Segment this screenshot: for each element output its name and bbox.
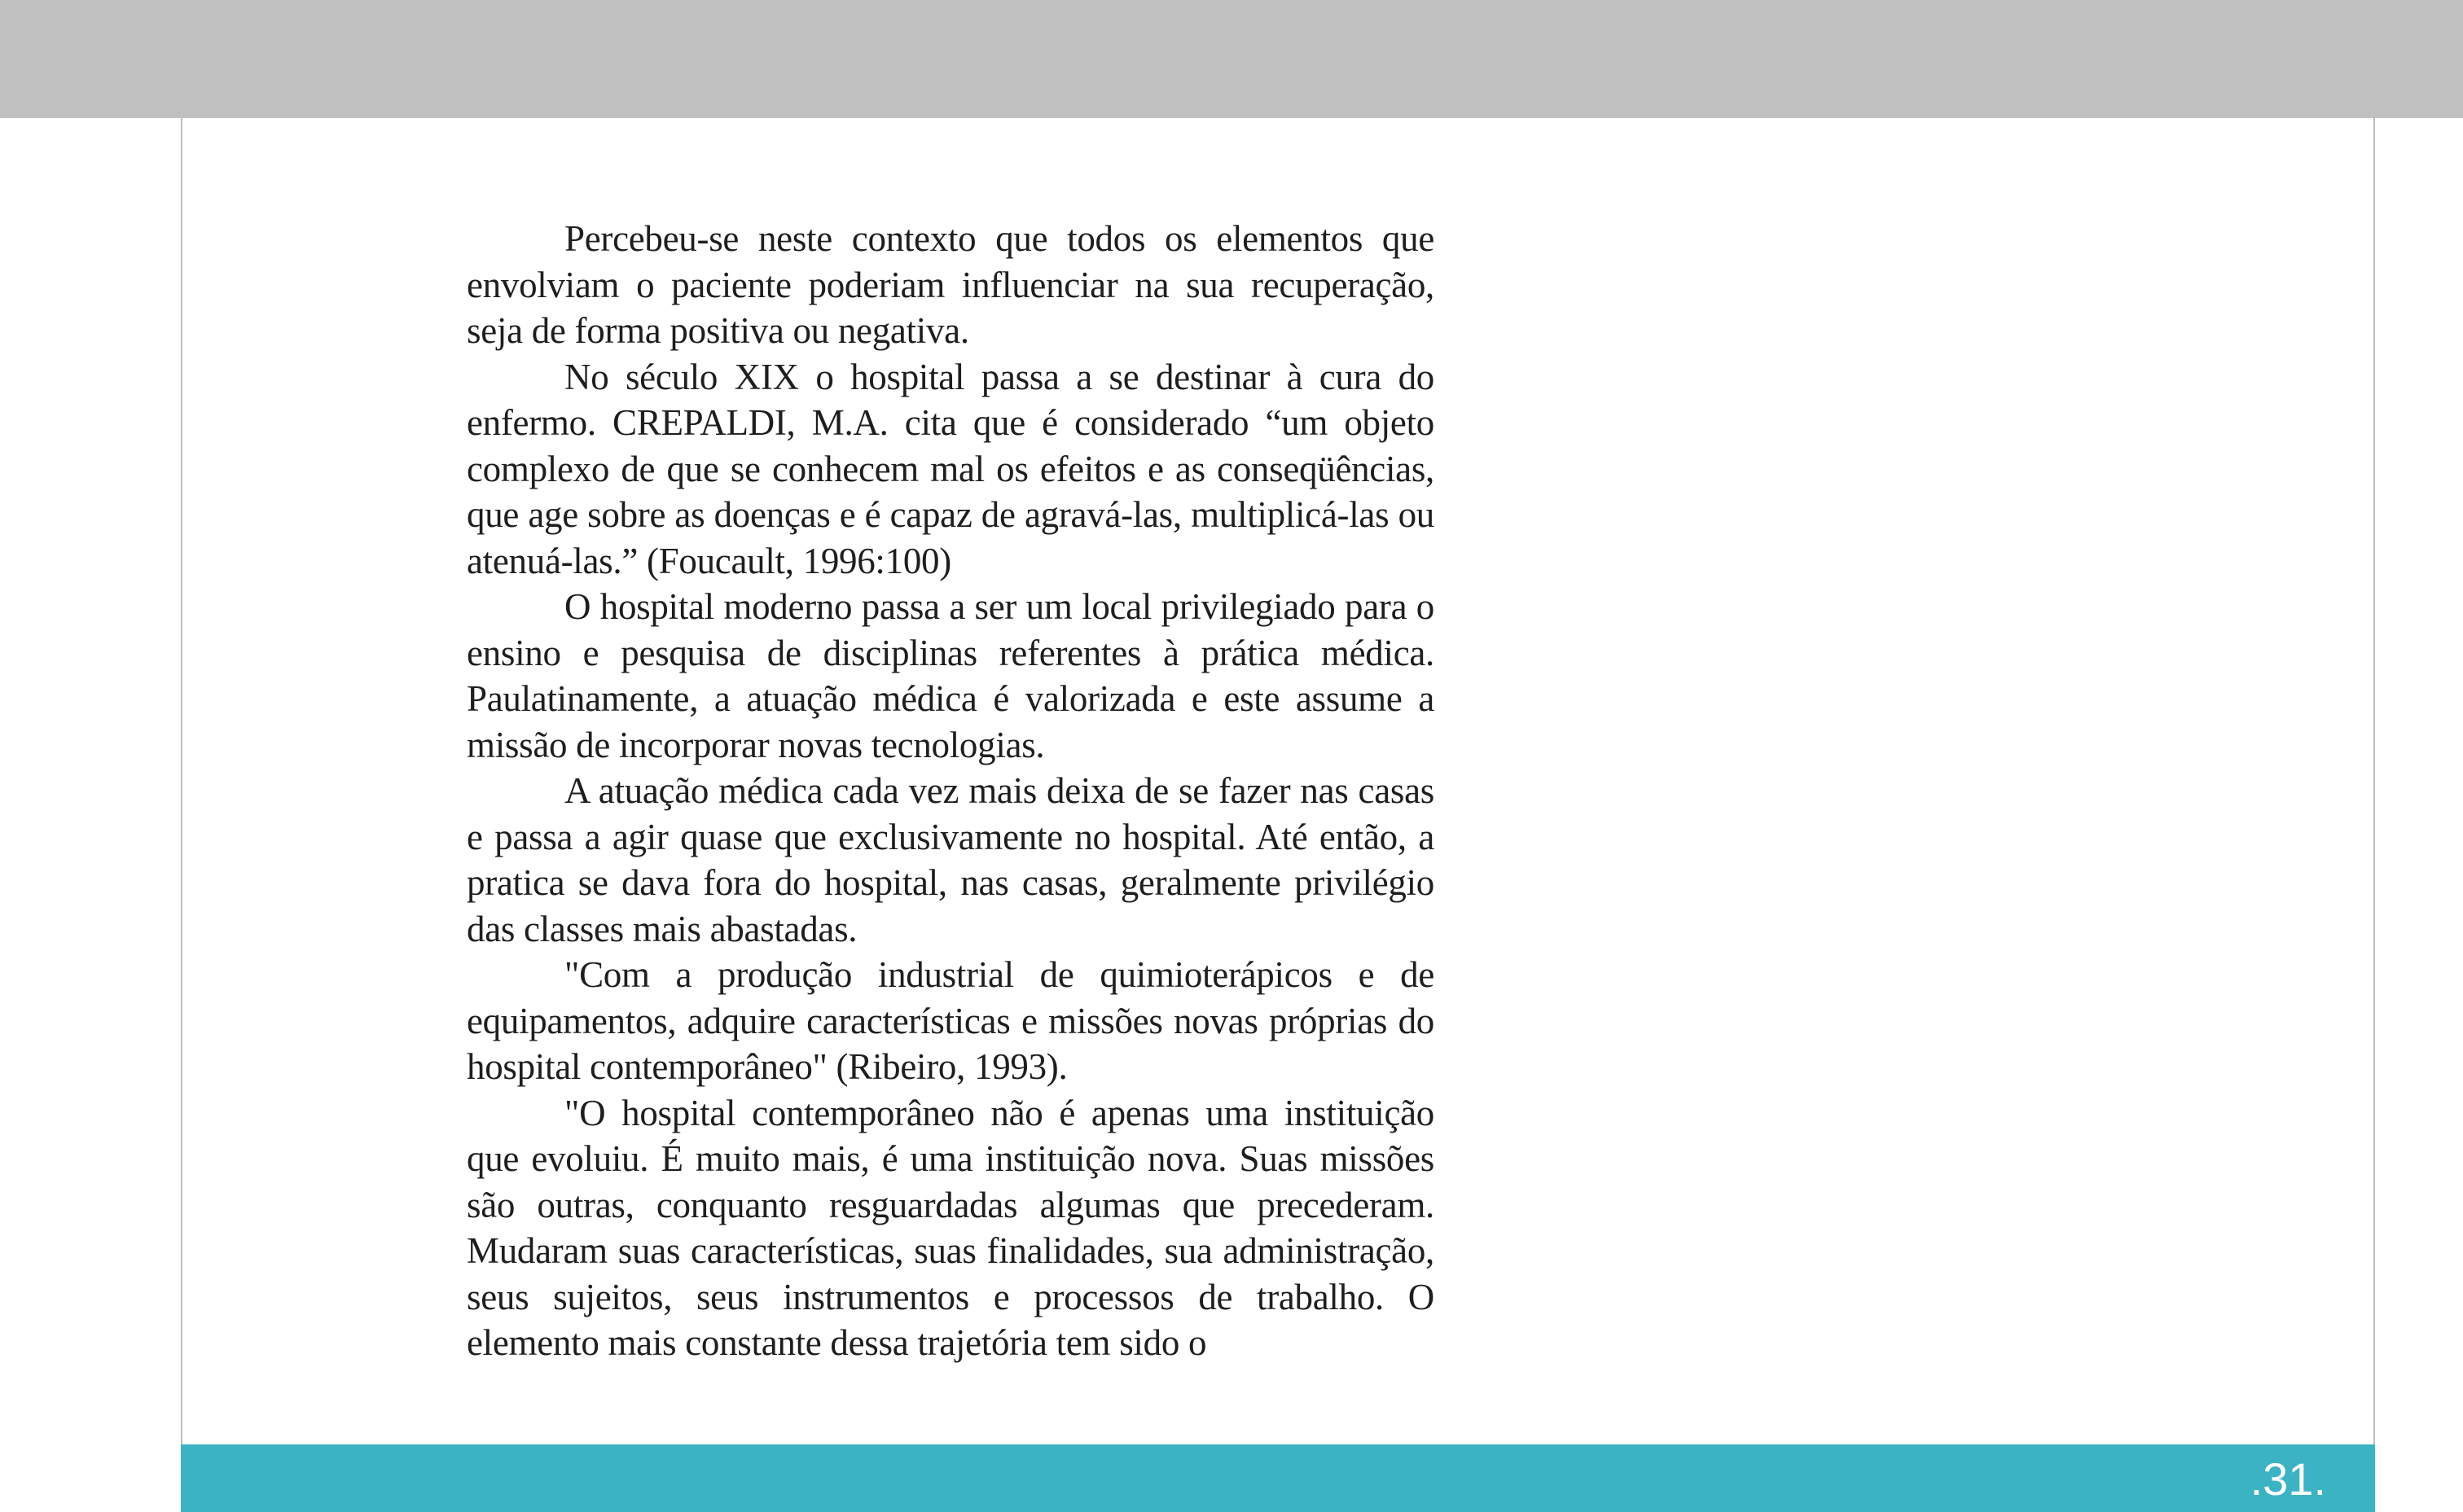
document-page [181,118,2375,1512]
paragraph-4: A atuação médica cada vez mais deixa de se fazer nas casas e passa a agir quase que exclusivamente no hospital. Até então, a pratica se dava fora do hospital, nas casas, geralmente privilégio das classes mais abastadas. [467,770,1434,949]
body-text [467,216,1434,1366]
top-bar [0,0,2463,118]
paragraph-1: Percebeu-se neste contexto que todos os elementos que envolviam o paciente poderiam influenciar na sua recuperação, seja de forma positiva ou negativa. [467,218,1434,351]
paragraph-3: O hospital moderno passa a ser um local privilegiado para o ensino e pesquisa de disciplinas referentes à prática médica. Paulatinamente, a atuação médica é valorizada e este assume a missão de incorporar novas tecnologias. [467,586,1434,765]
footer-bar [181,1444,2375,1512]
paragraph-6: "O hospital contemporâneo não é apenas uma instituição que evoluiu. É muito mais, é uma instituição nova. Suas missões são outras, conquanto resguardadas algumas que precederam. Mudaram suas características, suas finalidades, sua administração, seus sujeitos, seus instrumentos e processos de trabalho. O elemento mais constante dessa trajetória tem sido o [467,1092,1434,1363]
paragraph-5: "Com a produção industrial de quimioterápicos e de equipamentos, adquire características e missões novas próprias do hospital contemporâneo" (Ribeiro, 1993). [467,954,1434,1087]
page-number: .31. [2250,1453,2326,1505]
paragraph-2: No século XIX o hospital passa a se destinar à cura do enfermo. CREPALDI, M.A. cita que é considerado “um objeto complexo de que se conhecem mal os efeitos e as conseqüências, que age sobre as doenças e é capaz de agravá-las, multiplicá-las ou atenuá-las.” (Foucault, 1996:100) [467,356,1434,581]
